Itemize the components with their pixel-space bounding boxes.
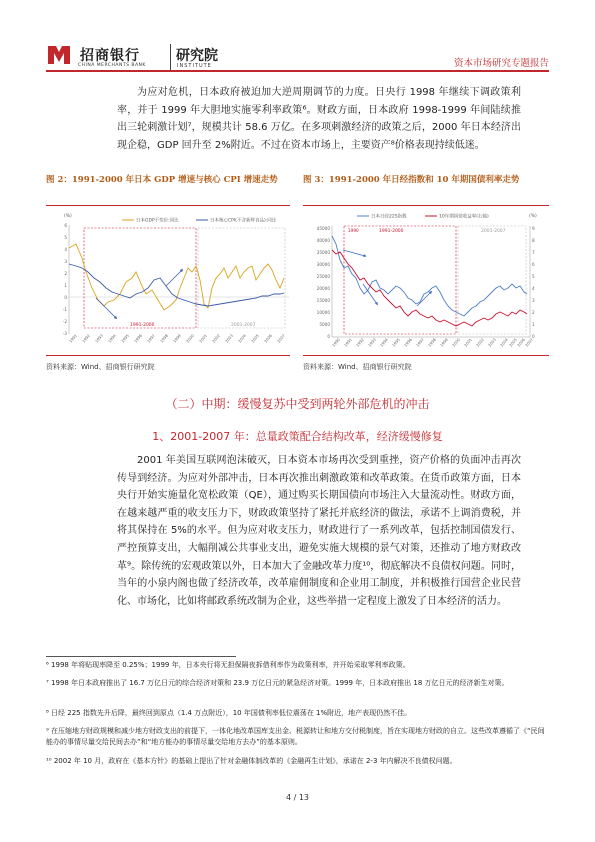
fig2-xtick: 1994 bbox=[106, 333, 117, 344]
fig2-ytick: -2 bbox=[62, 319, 67, 324]
fig2-xtick: 2004 bbox=[236, 333, 247, 344]
fig3-ytick-right: 1 bbox=[532, 322, 535, 327]
cmb-logo-icon bbox=[46, 44, 72, 66]
footnote: ⁷ 1998 年日本政府推出了 16.7 万亿日元的综合经济对策和 23.9 万亿日元的紧急经济对策。1999 年，日本政府推出 18 万亿日元的经济新生对策。 bbox=[46, 679, 509, 687]
fig3-annotation-arrow bbox=[343, 250, 365, 256]
fig2-xtick: 1996 bbox=[132, 333, 143, 344]
fig2-xtick: 2000 bbox=[184, 333, 195, 344]
fig3-period1: 1991-2000 bbox=[379, 229, 404, 234]
fig2-xtick: 1991 bbox=[67, 333, 78, 344]
fig3-xtick: 2003 bbox=[486, 337, 497, 348]
fig3-ytick-left: 45000 bbox=[316, 226, 330, 231]
footnote: ¹⁰ 2002 年 10 月，政府在《基本方针》的基础上提出了针对金融体制改革的《金融再生计划》，承诺在 2-3 年内解决不良债权问题。 bbox=[46, 757, 457, 765]
fig2-ytick: 0 bbox=[64, 295, 67, 300]
fig2-gdp-line bbox=[69, 244, 284, 310]
fig3-xtick: 2006 bbox=[515, 337, 526, 348]
intro-text: 为应对危机，日本政府被迫加大逆周期调节的力度。日央行 1998 年继续下调政策利率，并于 1999 年大胆地实施零利率政策⁶。财政方面，日本政府 1998-1999 年间陆续推出三轮刺激计划⁷，规模共计 58.6 万亿。在多项刺激经济的政策之后，2000 年日本经济出现企稳，GDP 回升至 2%附近。不过在资本市场上，主要资产⁸价格表现持续低迷。 bbox=[117, 87, 521, 151]
fig3-xtick: 1997 bbox=[414, 337, 425, 348]
header-rule bbox=[46, 70, 549, 72]
fig3-ytick-left: 40000 bbox=[316, 238, 330, 243]
fig3-ytick-left: 30000 bbox=[316, 262, 330, 267]
fig2-xtick: 2007 bbox=[275, 333, 286, 344]
fig3-xtick: 1992 bbox=[354, 337, 365, 348]
fig2-legend-gdp: 日本GDP不变价:同比 bbox=[136, 218, 179, 224]
fig3-period1-tag: 1990 bbox=[348, 228, 359, 233]
fig3-xtick: 2004 bbox=[498, 337, 509, 348]
fig3-xtick: 1998 bbox=[426, 337, 437, 348]
footnote: ⁶ 1998 年将贴现率降至 0.25%；1999 年，日本央行将无担保隔夜拆借利率作为政策利率，并开始采取零利率政策。 bbox=[46, 661, 410, 669]
fig2-ytick: 1 bbox=[64, 283, 67, 288]
fig3-xtick: 1994 bbox=[378, 337, 389, 348]
fig2-xtick: 2002 bbox=[210, 333, 221, 344]
fig3-y-unit: (%) bbox=[529, 214, 537, 219]
fig3-period2: 2001-2007 bbox=[481, 229, 506, 234]
fig2-xtick: 2006 bbox=[262, 333, 273, 344]
page-number: 4 / 13 bbox=[285, 793, 310, 802]
figure2-chart bbox=[46, 208, 292, 348]
logo-divider bbox=[170, 44, 171, 70]
fig2-xtick: 1999 bbox=[171, 333, 182, 344]
fig3-xtick: 1995 bbox=[390, 337, 401, 348]
fig2-ytick: -1 bbox=[62, 307, 67, 312]
intro-paragraph bbox=[117, 84, 521, 154]
fig3-ytick-right: 2 bbox=[532, 310, 535, 315]
figure3-chart bbox=[303, 208, 549, 348]
section-heading: （二）中期：缓慢复苏中受到两轮外部危机的冲击 bbox=[165, 397, 430, 411]
fig3-legend-nikkei: 日本日经225指数 bbox=[371, 214, 407, 220]
fig3-xtick: 1993 bbox=[366, 337, 377, 348]
fig3-xtick: 2005 bbox=[507, 337, 518, 348]
fig2-ytick: 4 bbox=[64, 247, 67, 252]
fig3-ytick-left: 0 bbox=[327, 334, 330, 339]
fig2-xtick: 2001 bbox=[197, 333, 208, 344]
fig2-ytick: 2 bbox=[64, 271, 67, 276]
fig3-ytick-left: 10000 bbox=[316, 310, 330, 315]
fig3-ytick-left: 15000 bbox=[316, 298, 330, 303]
fig3-ytick-left: 20000 bbox=[316, 286, 330, 291]
fig3-ytick-right: 8 bbox=[532, 238, 535, 243]
fig3-xtick: 1991 bbox=[342, 337, 353, 348]
institute-english: INSTITUTE bbox=[177, 63, 212, 69]
fig3-xtick: 2000 bbox=[450, 337, 461, 348]
fig3-xtick: 2002 bbox=[474, 337, 485, 348]
figure3-title-rule bbox=[303, 205, 549, 206]
fig2-y-unit: (%) bbox=[64, 214, 72, 219]
fig2-xtick: 2003 bbox=[223, 333, 234, 344]
fig2-period1: 1991-2000 bbox=[130, 323, 155, 328]
fig3-ytick-right: 9 bbox=[532, 226, 535, 231]
logo-english: CHINA MERCHANTS BANK bbox=[78, 63, 146, 68]
fig3-ytick-left: 35000 bbox=[316, 250, 330, 255]
fig2-ytick: 3 bbox=[64, 259, 67, 264]
subsection-heading: 1、2001-2007 年：总量政策配合结构改革，经济缓慢修复 bbox=[152, 430, 443, 443]
fig2-xtick: 2005 bbox=[249, 333, 260, 344]
figure3-bottom-rule bbox=[303, 355, 549, 356]
fig3-ytick-left: 25000 bbox=[316, 274, 330, 279]
report-type: 资本市场研究专题报告 bbox=[453, 58, 549, 69]
fig2-xtick: 1998 bbox=[158, 333, 169, 344]
fig2-annotation-arrow bbox=[96, 298, 116, 318]
fig2-period2: 2001-2007 bbox=[231, 323, 256, 328]
fig3-nikkei-line bbox=[332, 236, 527, 316]
footnote-rule bbox=[46, 656, 236, 657]
fig3-ytick-right: 0 bbox=[532, 334, 535, 339]
fig2-xtick: 1992 bbox=[80, 333, 91, 344]
fig3-ytick-right: 4 bbox=[532, 286, 535, 291]
figure3-title: 图 3：1991-2000 年日经指数和 10 年期国债利率走势 bbox=[303, 175, 520, 185]
fig3-xtick: 1999 bbox=[438, 337, 449, 348]
fig2-ytick: 6 bbox=[64, 223, 67, 228]
fig2-legend-cpi: 日本核心CPI(不含新鲜食品):同比 bbox=[210, 218, 277, 224]
fig3-xtick: 2001 bbox=[462, 337, 473, 348]
figure2-source: 资料来源：Wind、招商银行研究院 bbox=[46, 363, 155, 371]
fig3-legend-jgb: 10年期国债收益率(右轴) bbox=[439, 214, 489, 220]
fig3-jgb-line bbox=[332, 250, 527, 326]
figure3-source: 资料来源：Wind、招商银行研究院 bbox=[303, 363, 412, 371]
fig3-ytick-right: 5 bbox=[532, 274, 535, 279]
fig2-ytick: -3 bbox=[62, 331, 67, 336]
fig3-ytick-right: 7 bbox=[532, 250, 535, 255]
body-text: 2001 年美国互联网泡沫破灭，日本资本市场再次受到重挫，资产价格的负面冲击再次传导到经济。为应对外部冲击，日本再次推出刺激政策和改革政策。在货币政策方面，日本央行开始实施量化宽松政策（QE），通过购买长期国债向市场注入大量流动性。财政方面，在越来越严重的收支压力下，财政政策坚持了紧托并底经济的做法，承诺不上调消费税，并将其保持在 5%的水平。但为应对收支压力，财政进行了一系列改革，包括控制国债发行、严控预算支出，大幅削减公共事业支出，避免实施大规模的景气对策，还推动了地方财政改革⁹。除传统的宏观政策以外，日本加大了金融改革力度¹⁰，彻底解决不良债权问题。同时，当年的小泉内阁也做了经济改革，改革雇佣制度和企业用工制度，并积极推行国营企业民营化、市场化，比如将邮政系统改制为企业，这些举措一定程度上激发了日本经济的活力。 bbox=[117, 455, 521, 607]
fig2-annotation-arrow bbox=[166, 270, 182, 286]
fig2-xtick: 1993 bbox=[93, 333, 104, 344]
body-paragraph bbox=[117, 452, 521, 610]
fig3-ytick-right: 3 bbox=[532, 298, 535, 303]
figure2-title: 图 2：1991-2000 年日本 GDP 增速与核心 CPI 增速走势 bbox=[46, 175, 278, 185]
institute-label: 研究院 bbox=[176, 48, 218, 64]
footnote: ⁹ 在压缩地方财政规模和减少地方财政支出的前提下，一体化地改革国库支出金、税源转让和地方交付税制度，旨在实现地方财政的自立。这些改革遵循了《“民间能办的事情尽量交给民间去办”和“地方能办的事情尽量交给地方去办”的基本原则。 bbox=[46, 727, 545, 746]
fig3-xtick: 1990 bbox=[330, 337, 341, 348]
figure2-title-rule bbox=[46, 205, 290, 206]
fig3-ytick-left: 5000 bbox=[319, 322, 330, 327]
fig3-xtick: 2007 bbox=[523, 337, 534, 348]
figure2-bottom-rule bbox=[46, 355, 290, 356]
footnote: ⁸ 日经 225 指数先升后降，最终回到原点（1.4 万点附近），10 年国债利率低位震荡在 1%附近，地产表现仍然不佳。 bbox=[46, 709, 412, 717]
fig2-ytick: 5 bbox=[64, 235, 67, 240]
fig2-xtick: 1997 bbox=[145, 333, 156, 344]
logo-chinese: 招商银行 bbox=[80, 48, 140, 64]
fig3-xtick: 1996 bbox=[402, 337, 413, 348]
fig2-xtick: 1995 bbox=[119, 333, 130, 344]
fig3-ytick-right: 6 bbox=[532, 262, 535, 267]
